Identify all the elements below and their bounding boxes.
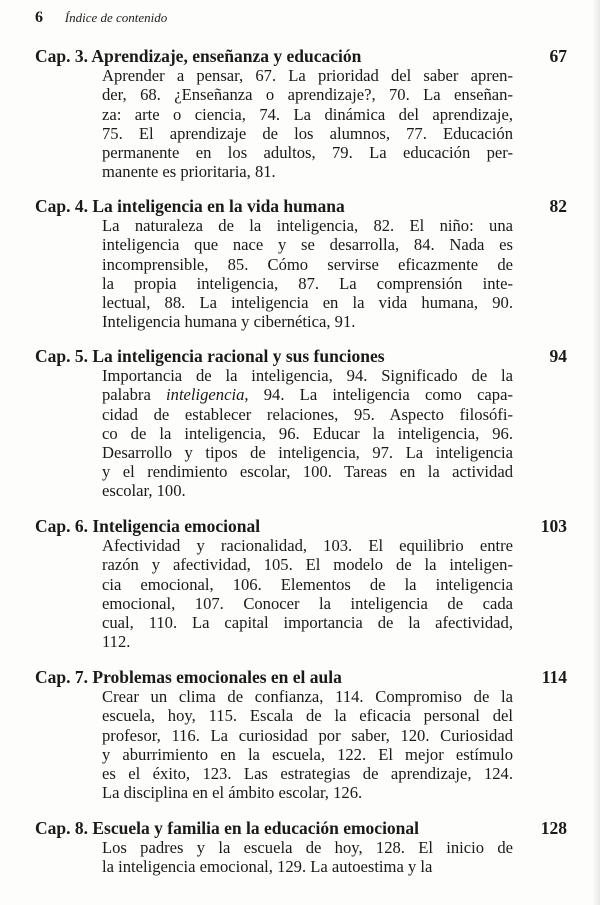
chapter-name: Aprendizaje, enseñanza y educación	[91, 46, 362, 66]
chapter-summary-line: y aburrimiento en la escuela, 122. El mejor estímulo	[102, 744, 513, 764]
chapter-summary-line: 75. El aprendizaje de los alumnos, 77. Educación	[102, 123, 513, 143]
running-title: Índice de contenido	[64, 10, 168, 25]
toc-chapter	[0, 668, 600, 802]
chapter-title	[35, 197, 345, 216]
chapter-title	[35, 517, 260, 536]
page-number: 6	[35, 9, 43, 26]
chapter-heading	[0, 668, 600, 687]
chapter-title	[35, 668, 342, 687]
toc-chapter	[0, 197, 600, 331]
chapter-label: Cap. 7.	[35, 667, 88, 687]
chapter-summary-line: palabra inteligencia, 94. La inteligencia como capa-	[102, 385, 513, 405]
chapter-page: 128	[540, 818, 567, 838]
chapter-page: 67	[549, 46, 567, 66]
chapter-summary-line: lectual, 88. La inteligencia en la vida humana, 90.	[102, 292, 513, 312]
chapter-label: Cap. 5.	[35, 346, 88, 366]
toc-chapter	[0, 517, 600, 651]
chapter-summary-line: la propia inteligencia, 87. La comprensión inte-	[102, 273, 513, 293]
chapter-name: La inteligencia en la vida humana	[92, 196, 345, 216]
chapter-summary-line: co de la inteligencia, 96. Educar la inteligencia, 96.	[102, 423, 513, 443]
chapter-summary-line: manente es prioritaria, 81.	[102, 162, 276, 182]
chapter-page: 114	[541, 667, 567, 687]
chapter-summary-line: za: arte o ciencia, 74. La dinámica del aprendizaje,	[102, 104, 513, 124]
chapter-name: Inteligencia emocional	[92, 516, 261, 536]
chapter-name: Problemas emocionales en el aula	[92, 667, 342, 687]
chapter-label: Cap. 8.	[35, 818, 88, 838]
chapter-name: La inteligencia racional y sus funciones	[92, 346, 385, 366]
chapter-summary-line: 112.	[102, 632, 131, 652]
chapter-name: Escuela y familia en la educación emocional	[92, 818, 420, 838]
chapter-heading	[0, 47, 600, 66]
chapter-summary-line: permanente en los adultos, 79. La educación per-	[102, 142, 513, 162]
chapter-summary-line: la inteligencia emocional, 129. La autoestima y la	[102, 857, 433, 877]
chapter-summary-line: La naturaleza de la inteligencia, 82. El niño: una	[102, 216, 513, 236]
chapter-title	[35, 819, 419, 838]
chapter-heading	[0, 347, 600, 366]
chapter-summary-line: La disciplina en el ámbito escolar, 126.	[102, 783, 363, 803]
chapter-page: 103	[540, 516, 567, 536]
running-header	[35, 9, 167, 27]
chapter-summary-line: inteligencia que nace y se desarrolla, 84. Nada es	[102, 235, 513, 255]
scan-edge-shadow	[592, 0, 600, 905]
chapter-summary-line: der, 68. ¿Enseñanza o aprendizaje?, 70. La enseñan-	[102, 85, 513, 105]
chapter-summary-line: incomprensible, 85. Cómo servirse eficazmente de	[102, 254, 513, 274]
chapter-label: Cap. 3.	[35, 46, 88, 66]
chapter-summary-line: escolar, 100.	[102, 481, 186, 501]
chapter-summary-line: Afectividad y racionalidad, 103. El equilibrio entre	[102, 536, 513, 556]
chapter-summary-line: y el rendimiento escolar, 100. Tareas en la actividad	[102, 462, 513, 482]
chapter-heading	[0, 819, 600, 838]
chapter-summary-line: Inteligencia humana y cibernética, 91.	[102, 312, 356, 332]
toc-chapter	[0, 819, 600, 877]
chapter-label: Cap. 4.	[35, 196, 88, 216]
chapter-summary-line: emocional, 107. Conocer la inteligencia de cada	[102, 593, 513, 613]
chapter-summary-line: Importancia de la inteligencia, 94. Significado de la	[102, 366, 513, 386]
chapter-title	[35, 47, 361, 66]
chapter-summary-line: es el éxito, 123. Las estrategias de aprendizaje, 124.	[102, 763, 513, 783]
chapter-summary-line: Desarrollo y tipos de inteligencia, 97. La inteligencia	[102, 442, 513, 462]
chapter-summary-line: cia emocional, 106. Elementos de la inteligencia	[102, 574, 513, 594]
chapter-title	[35, 347, 385, 366]
chapter-summary-line: profesor, 116. La curiosidad por saber, 120. Curiosidad	[102, 725, 513, 745]
chapter-heading	[0, 197, 600, 216]
chapter-page: 94	[549, 346, 567, 366]
chapter-summary-line: cual, 110. La capital importancia de la afectividad,	[102, 612, 513, 632]
chapter-summary-line: cidad de establecer relaciones, 95. Aspecto filosófi-	[102, 404, 513, 424]
chapter-summary-line: Aprender a pensar, 67. La prioridad del saber apren-	[102, 66, 513, 86]
chapter-summary-line: Crear un clima de confianza, 114. Compromiso de la	[102, 687, 513, 707]
chapter-summary-line: escuela, hoy, 115. Escala de la eficacia personal del	[102, 706, 513, 726]
chapter-label: Cap. 6.	[35, 516, 88, 536]
chapter-heading	[0, 517, 600, 536]
chapter-page: 82	[549, 196, 567, 216]
chapter-summary-line: razón y afectividad, 105. El modelo de la inteligen-	[102, 555, 513, 575]
toc-chapter	[0, 347, 600, 501]
toc-chapter	[0, 47, 600, 181]
chapter-summary-line: Los padres y la escuela de hoy, 128. El inicio de	[102, 838, 513, 858]
